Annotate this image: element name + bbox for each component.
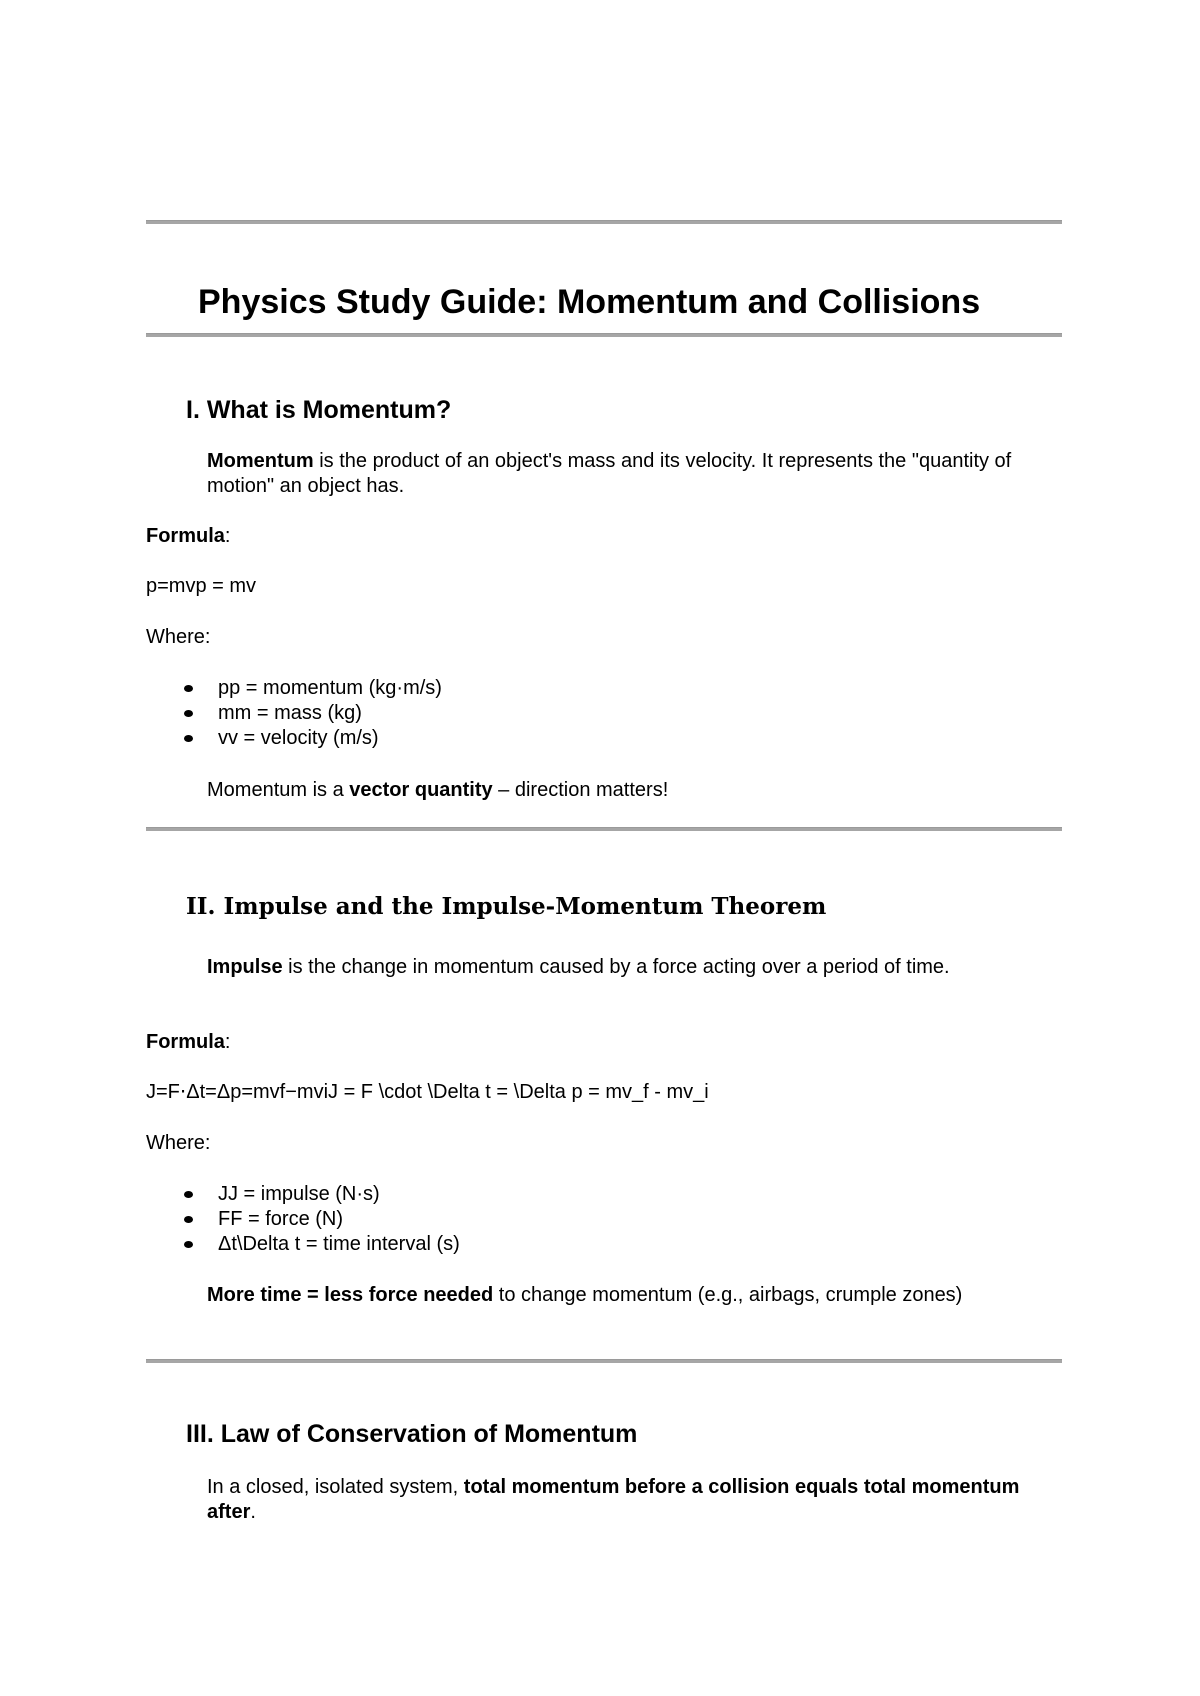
list-item-text: Δt\Delta t = time interval (s) <box>218 1233 460 1255</box>
section-2-formula-label <box>146 1030 230 1055</box>
section-2-note-post: to change momentum (e.g., airbags, crumple zones) <box>493 1284 963 1306</box>
section-1-intro <box>207 449 1027 499</box>
section-1-note-bold: vector quantity <box>349 779 493 801</box>
section-1-formula: p=mvp = mv <box>146 575 257 597</box>
list-item-text: vv = velocity (m/s) <box>218 727 379 749</box>
formula-label-colon: : <box>224 1031 231 1053</box>
section-1-intro-term: Momentum <box>207 450 314 472</box>
formula-label-colon: : <box>224 525 231 547</box>
section-1-formula-label <box>146 524 230 549</box>
section-3-intro-bold: total momentum before a collision equals total momentum after <box>207 1476 1020 1523</box>
section-2-variable-list <box>146 1182 460 1257</box>
section-2-heading: II. Impulse and the Impulse-Momentum Theorem <box>186 893 827 920</box>
top-divider <box>146 220 1062 224</box>
section-3-intro <box>207 1475 1027 1525</box>
list-item-text: pp = momentum (kg·m/s) <box>218 677 442 699</box>
section-2-intro-text: is the change in momentum caused by a force acting over a period of time. <box>282 956 950 978</box>
section-2-where-label: Where: <box>146 1132 211 1154</box>
formula-label-text: Formula <box>146 1031 225 1053</box>
list-item <box>146 726 442 751</box>
section-3-intro-pre: In a closed, isolated system, <box>207 1476 464 1498</box>
section-2-note-bold: More time = less force needed <box>207 1284 494 1306</box>
list-item-text: FF = force (N) <box>218 1208 344 1230</box>
bullet-icon <box>184 710 193 717</box>
bullet-icon <box>184 735 193 742</box>
list-item <box>146 676 442 701</box>
list-item-text: mm = mass (kg) <box>218 702 362 724</box>
section-1-where-label: Where: <box>146 626 211 648</box>
section-2-intro <box>207 955 1027 980</box>
section-2-divider <box>146 1359 1062 1363</box>
section-1-note <box>207 778 1027 803</box>
section-2-note <box>207 1283 1027 1308</box>
title-divider <box>146 333 1062 337</box>
list-item <box>146 1232 460 1257</box>
section-3-intro-post: . <box>250 1501 256 1523</box>
section-2-formula: J=F⋅Δt=Δp=mvf−mviJ = F \cdot \Delta t = \Delta p = mv_f - mv_i <box>146 1081 709 1103</box>
section-2-intro-term: Impulse <box>207 956 283 978</box>
list-item <box>146 701 442 726</box>
bullet-icon <box>184 685 193 692</box>
list-item <box>146 1182 460 1207</box>
section-1-intro-text: is the product of an object's mass and its velocity. It represents the "quantity of motion" an object has. <box>207 450 1012 497</box>
list-item <box>146 1207 460 1232</box>
page-title: Physics Study Guide: Momentum and Collisions <box>198 283 981 321</box>
bullet-icon <box>184 1241 193 1248</box>
section-1-heading: I. What is Momentum? <box>186 396 452 424</box>
bullet-icon <box>184 1191 193 1198</box>
section-3-heading: III. Law of Conservation of Momentum <box>186 1420 638 1448</box>
section-1-variable-list <box>146 676 442 751</box>
list-item-text: JJ = impulse (N·s) <box>218 1183 380 1205</box>
bullet-icon <box>184 1216 193 1223</box>
formula-label-text: Formula <box>146 525 225 547</box>
section-1-note-post: – direction matters! <box>492 779 669 801</box>
section-1-divider <box>146 827 1062 831</box>
section-1-note-pre: Momentum is a <box>207 779 350 801</box>
